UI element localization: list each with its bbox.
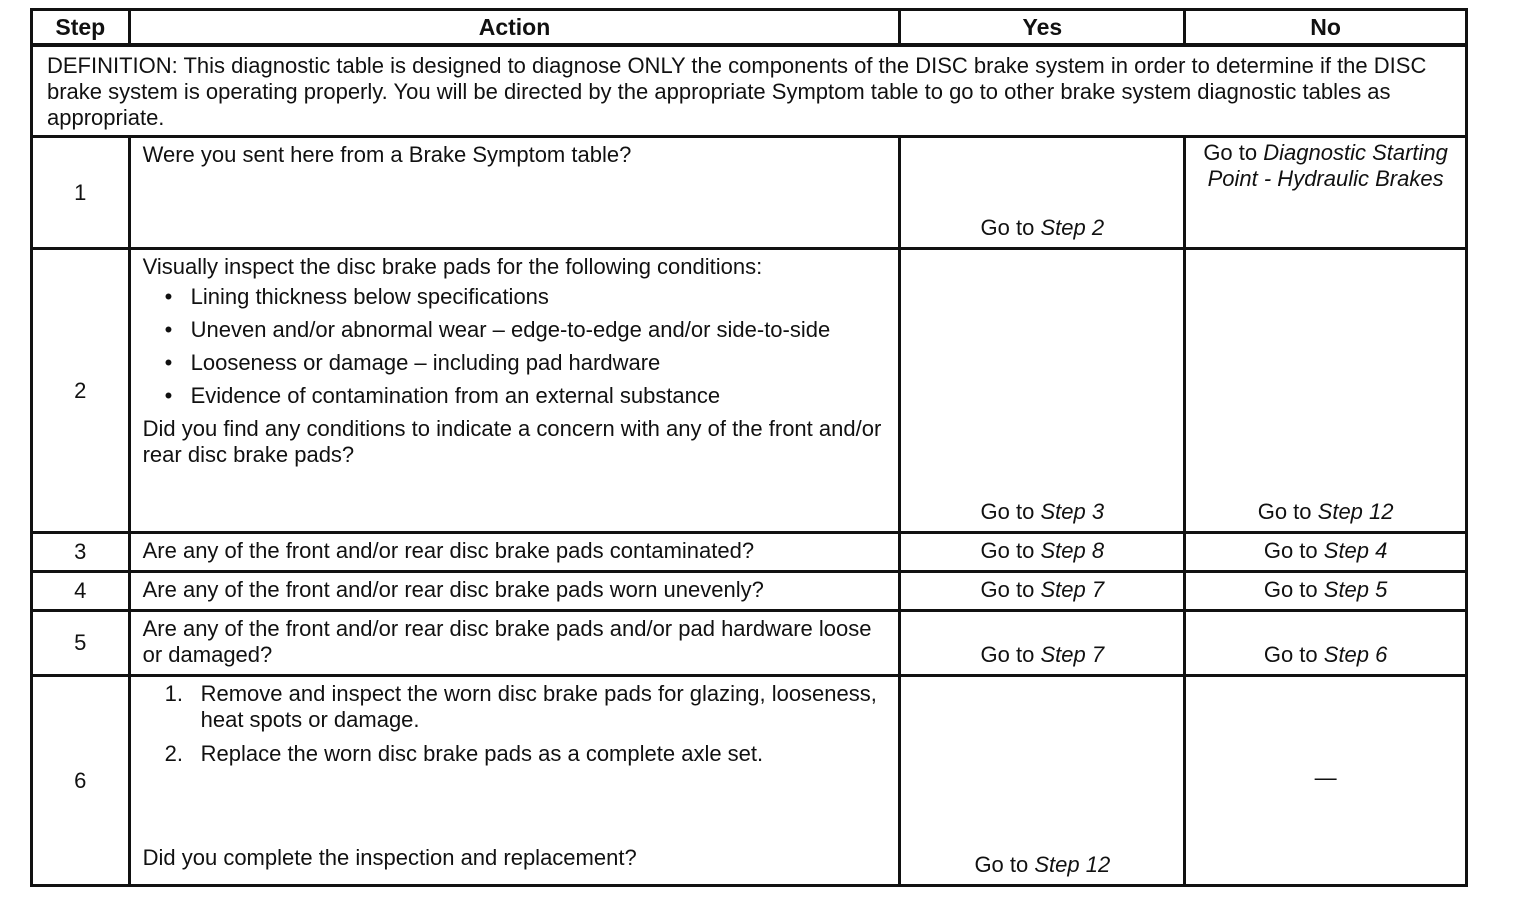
goto-prefix: Go to [980, 215, 1035, 240]
step-number: 2 [32, 249, 130, 533]
list-item: • Looseness or damage – including pad hardware [165, 350, 887, 376]
no-result [1185, 249, 1467, 533]
yes-target: Step 8 [1040, 538, 1105, 563]
no-target: — [1314, 764, 1337, 790]
action-question: Are any of the front and/or rear disc brake pads and/or pad hardware loose or damaged? [129, 611, 900, 676]
no-target: Diagnostic Starting Point - Hydraulic Brakes [1207, 140, 1448, 191]
yes-target: Step 7 [1040, 642, 1105, 667]
table-row [32, 676, 1467, 886]
step-number: 3 [32, 533, 130, 572]
no-result [1185, 611, 1467, 676]
action-cell [129, 676, 900, 886]
goto-prefix: Go to [1257, 499, 1312, 524]
step-number: 5 [32, 611, 130, 676]
table-row [32, 611, 1467, 676]
table-row [32, 137, 1467, 249]
header-yes: Yes [900, 10, 1185, 46]
goto-prefix: Go to [980, 499, 1035, 524]
goto-prefix: Go to [1263, 538, 1318, 563]
yes-target: Step 2 [1040, 215, 1105, 240]
goto-prefix: Go to [980, 577, 1035, 602]
yes-result [900, 572, 1185, 611]
goto-prefix: Go to [980, 642, 1035, 667]
step-number: 1 [32, 137, 130, 249]
list-number: 1. [164, 681, 183, 706]
list-item: • Uneven and/or abnormal wear – edge-to-edge and/or side-to-side [165, 317, 887, 343]
action-question: Are any of the front and/or rear disc brake pads contaminated? [129, 533, 900, 572]
table-row [32, 249, 1467, 533]
header-no: No [1185, 10, 1467, 46]
no-result [1185, 676, 1467, 886]
goto-prefix: Go to [1263, 577, 1318, 602]
no-result [1185, 137, 1467, 249]
no-target: Step 6 [1323, 642, 1388, 667]
blank-space [143, 775, 887, 845]
no-target: Step 12 [1317, 499, 1394, 524]
yes-target: Step 12 [1034, 852, 1111, 877]
goto-prefix: Go to [980, 538, 1035, 563]
condition-list [143, 284, 887, 409]
yes-result [900, 249, 1185, 533]
procedure-list [165, 681, 887, 767]
goto-prefix: Go to [974, 852, 1029, 877]
no-result [1185, 572, 1467, 611]
diagnostic-table [30, 8, 1468, 887]
action-question: Did you complete the inspection and replacement? [142, 845, 637, 870]
action-cell [129, 249, 900, 533]
yes-result [900, 676, 1185, 886]
yes-result [900, 533, 1185, 572]
table-row [32, 533, 1467, 572]
list-item [165, 741, 887, 767]
action-intro: Visually inspect the disc brake pads for the following conditions: [142, 254, 763, 279]
definition-text: DEFINITION: This diagnostic table is designed to diagnose ONLY the components of the DISC brake system in order to determine if the DISC brake system is operating properly. You will be directed by the appropriate Symptom table to go to other brake system diagnostic tables as appropriate. [32, 45, 1467, 137]
list-text: Remove and inspect the worn disc brake pads for glazing, looseness, heat spots or damage. [200, 681, 877, 732]
list-item: • Evidence of contamination from an external substance [165, 383, 887, 409]
action-question: Did you find any conditions to indicate a concern with any of the front and/or rear disc brake pads? [142, 416, 882, 467]
list-item [165, 681, 887, 733]
goto-prefix: Go to [1203, 140, 1258, 165]
yes-result [900, 611, 1185, 676]
list-item: • Lining thickness below specifications [165, 284, 887, 310]
header-action: Action [129, 10, 900, 46]
no-target: Step 5 [1323, 577, 1388, 602]
step-number: 6 [32, 676, 130, 886]
table-row [32, 572, 1467, 611]
yes-result [900, 137, 1185, 249]
header-row [32, 10, 1467, 46]
goto-prefix: Go to [1263, 642, 1318, 667]
yes-target: Step 7 [1040, 577, 1105, 602]
definition-row [32, 45, 1467, 137]
step-number: 4 [32, 572, 130, 611]
action-question: Are any of the front and/or rear disc brake pads worn unevenly? [129, 572, 900, 611]
action-question: Were you sent here from a Brake Symptom table? [129, 137, 900, 249]
header-step: Step [32, 10, 130, 46]
list-number: 2. [164, 741, 183, 766]
no-target: Step 4 [1323, 538, 1388, 563]
yes-target: Step 3 [1040, 499, 1105, 524]
no-result [1185, 533, 1467, 572]
list-text: Replace the worn disc brake pads as a complete axle set. [200, 741, 764, 766]
